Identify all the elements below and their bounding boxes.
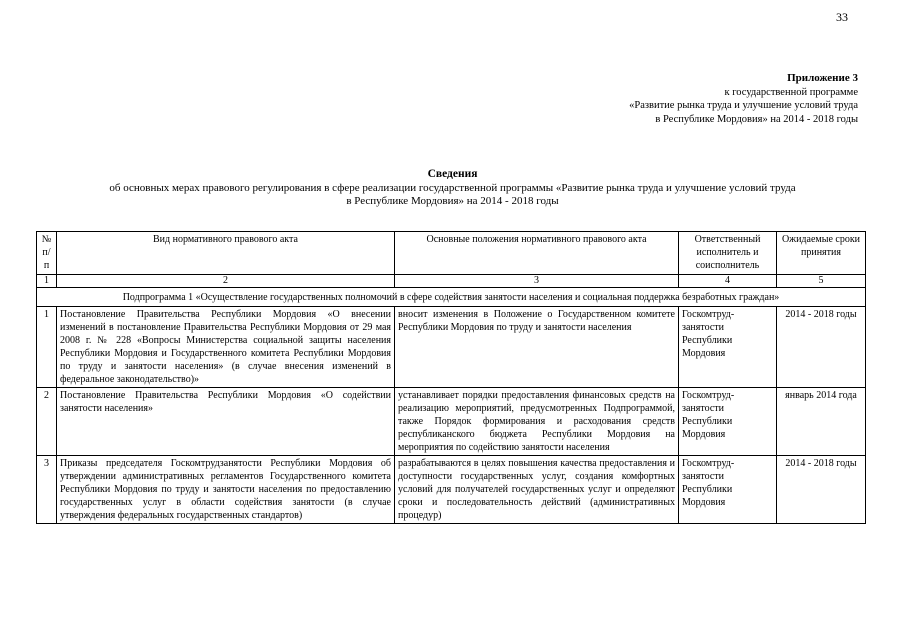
row-provisions: разрабатываются в целях повышения качества предоставления и доступности государственных услуг, создания комфортных условий для получателей государственных услуг и определяют сроки и последовательность действий (административных процедур)	[395, 456, 679, 524]
heading-title: Сведения	[427, 168, 478, 180]
row-act-type: Приказы председателя Госкомтрудзанятости Республики Мордовия об утверждении административных регламентов Государственного комитета Республики Мордовия по труду и занятости населения по предоставлению государственных услуг в области содействия занятости (в случае утверждения федеральных государственных стандартов)	[57, 456, 395, 524]
header-act-type: Вид нормативного правового акта	[57, 232, 395, 275]
row-provisions: вносит изменения в Положение о Государственном комитете Республики Мордовия по труду и занятости населения	[395, 307, 679, 388]
appendix-line-1: к государственной программе	[724, 86, 858, 98]
appendix-label: Приложение 3	[787, 72, 858, 84]
page-number: 33	[836, 10, 848, 24]
header-number: № п/п	[37, 232, 57, 275]
row-act-type: Постановление Правительства Республики Мордовия «О внесении изменений в постановление Правительства Республики Мордовия от 29 мая 2008 г. № 228 «Вопросы Министерства социальной защиты населения Республики Мордовия и Государственного комитета Республики Мордовия по труду и занятости населения» (в случае внесения изменений в федеральное законодательство)»	[57, 307, 395, 388]
row-provisions: устанавливает порядки предоставления финансовых средств на реализацию мероприятий, предусмотренных Подпрограммой, также Порядок формирования и расходования средств республиканского бюджета Республики Мордовия на мероприятия по содействию занятости населения	[395, 388, 679, 456]
header-term: Ожидаемые сроки принятия	[777, 232, 866, 275]
heading-line-2: в Республике Мордовия» на 2014 - 2018 годы	[346, 195, 559, 207]
subprogram-title: Подпрограмма 1 «Осуществление государственных полномочий в сфере содействия занятости населения и социальная поддержка безработных граждан»	[37, 288, 866, 307]
column-number-row	[37, 275, 866, 288]
column-number: 5	[777, 275, 866, 288]
appendix-block	[629, 72, 858, 126]
row-responsible: Госкомтруд-занятости Республики Мордовия	[679, 307, 777, 388]
document-heading	[30, 168, 875, 209]
row-term: 2014 - 2018 годы	[777, 307, 866, 388]
table-row	[37, 456, 866, 524]
column-number: 3	[395, 275, 679, 288]
table-row	[37, 307, 866, 388]
heading-line-1: об основных мерах правового регулирования в сфере реализации государственной программы «Развитие рынка труда и улучшение условий труда	[109, 181, 796, 194]
header-responsible: Ответственный исполнитель и соисполнитель	[679, 232, 777, 275]
row-act-type: Постановление Правительства Республики Мордовия «О содействии занятости населения»	[57, 388, 395, 456]
table-header-row	[37, 232, 866, 275]
row-number: 3	[37, 456, 57, 524]
row-number: 1	[37, 307, 57, 388]
subprogram-row	[37, 288, 866, 307]
row-number: 2	[37, 388, 57, 456]
measures-table	[36, 231, 866, 524]
table-row	[37, 388, 866, 456]
column-number: 4	[679, 275, 777, 288]
row-responsible: Госкомтруд-занятости Республики Мордовия	[679, 388, 777, 456]
appendix-line-3: в Республике Мордовия» на 2014 - 2018 годы	[655, 113, 858, 125]
row-term: 2014 - 2018 годы	[777, 456, 866, 524]
header-provisions: Основные положения нормативного правового акта	[395, 232, 679, 275]
column-number: 1	[37, 275, 57, 288]
row-term: январь 2014 года	[777, 388, 866, 456]
column-number: 2	[57, 275, 395, 288]
row-responsible: Госкомтруд-занятости Республики Мордовия	[679, 456, 777, 524]
appendix-line-2: «Развитие рынка труда и улучшение условий труда	[629, 100, 858, 111]
